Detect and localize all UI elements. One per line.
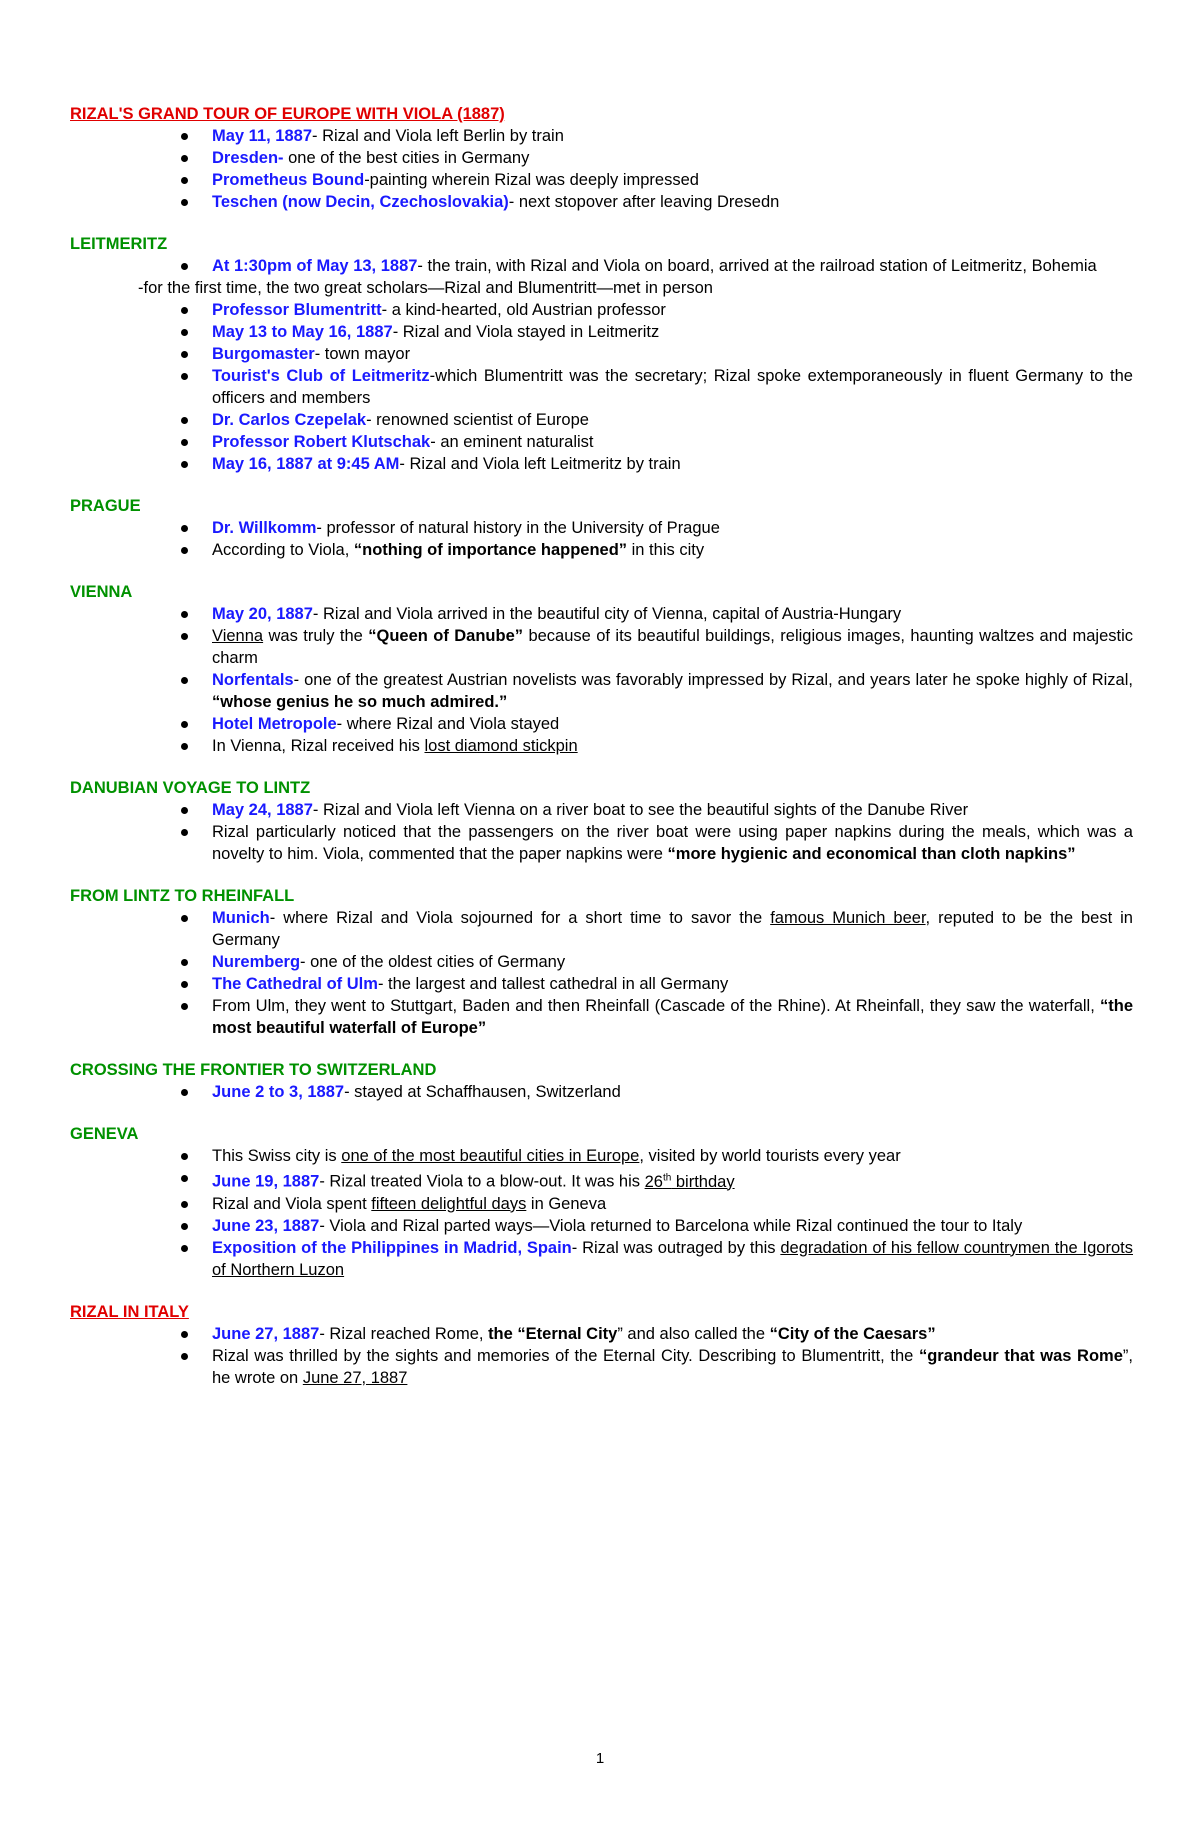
term: The Cathedral of Ulm <box>212 975 378 993</box>
description: -which Blumentritt was the secretary; Rizal spoke extemporaneously in fluent Germany to the officers and members <box>212 367 1133 407</box>
term: Tourist's Club of Leitmeritz <box>212 367 430 385</box>
term: June 19, 1887 <box>212 1172 320 1191</box>
description: , visited by world tourists every year <box>639 1147 901 1165</box>
description: - Viola and Rizal parted ways—Viola returned to Barcelona while Rizal continued the tour to Italy <box>319 1216 1023 1235</box>
heading-grand-tour: RIZAL'S GRAND TOUR OF EUROPE WITH VIOLA (1887) <box>70 105 505 123</box>
note-text: -for the first time, the two great scholars—Rizal and Blumentritt—met in person <box>138 279 713 297</box>
list-item <box>70 191 1133 213</box>
list-item <box>70 603 1133 625</box>
list-item <box>70 821 1133 865</box>
list-prague <box>70 517 1133 561</box>
term: May 16, 1887 at 9:45 AM <box>212 455 400 473</box>
list-item <box>70 365 1133 409</box>
term: June 27, 1887 <box>212 1324 320 1343</box>
list-item <box>70 453 1133 475</box>
description: in this city <box>627 541 705 559</box>
underlined-text: Vienna <box>212 627 264 645</box>
term: Dresden- <box>212 149 284 167</box>
list-item <box>70 517 1133 539</box>
description: in Geneva <box>526 1194 607 1213</box>
list-item <box>70 1081 1133 1103</box>
underlined-text: famous Munich beer <box>770 909 926 927</box>
description: - one of the greatest Austrian novelists was favorably impressed by Rizal, and years later he spoke highly of Rizal, <box>293 671 1133 689</box>
heading-geneva: GENEVA <box>70 1125 139 1143</box>
description: ” and also called the <box>617 1324 770 1343</box>
description: In Vienna, Rizal received his <box>212 737 425 755</box>
list-item <box>70 1237 1133 1281</box>
list-italy <box>70 1323 1133 1389</box>
description: - a kind-hearted, old Austrian professor <box>381 301 666 319</box>
list-item <box>70 1215 1133 1237</box>
description: - Rizal was outraged by this <box>571 1238 781 1257</box>
ordinal-suffix: th <box>662 1172 672 1183</box>
description: - Rizal treated Viola to a blow-out. It was his <box>319 1172 645 1191</box>
term: Munich <box>212 909 270 927</box>
term: Norfentals <box>212 671 294 689</box>
description: -painting wherein Rizal was deeply impressed <box>364 171 699 189</box>
description: - Rizal and Viola left Vienna on a river boat to see the beautiful sights of the Danube River <box>312 801 969 819</box>
list-item <box>70 299 1133 321</box>
underlined-text <box>645 1173 735 1191</box>
heading-lintz-rheinfall: FROM LINTZ TO RHEINFALL <box>70 887 295 905</box>
term: Professor Blumentritt <box>212 301 382 319</box>
quote: “Queen of Danube” <box>368 627 524 645</box>
list-lintz-rheinfall <box>70 907 1133 1039</box>
term: May 20, 1887 <box>212 605 313 623</box>
description: - renowned scientist of Europe <box>366 411 589 429</box>
term: May 24, 1887 <box>212 801 313 819</box>
heading-leitmeritz: LEITMERITZ <box>70 235 168 253</box>
term: Prometheus Bound <box>212 171 365 189</box>
list-leitmeritz-more <box>70 299 1133 475</box>
term: June 2 to 3, 1887 <box>212 1083 345 1101</box>
description: , reputed to be the best in Germany <box>212 909 1133 949</box>
list-item <box>70 1323 1133 1345</box>
description: - professor of natural history in the University of Prague <box>316 519 720 537</box>
term: May 11, 1887 <box>212 127 312 145</box>
description: - Rizal and Viola left Berlin by train <box>312 127 564 145</box>
list-item <box>70 431 1133 453</box>
heading-switzerland: CROSSING THE FRONTIER TO SWITZERLAND <box>70 1061 437 1079</box>
list-item <box>70 343 1133 365</box>
description: - stayed at Schaffhausen, Switzerland <box>344 1083 621 1101</box>
list-item <box>70 735 1133 757</box>
quote: “more hygienic and economical than cloth napkins” <box>667 845 1076 863</box>
list-item <box>70 973 1133 995</box>
description: - the largest and tallest cathedral in all Germany <box>377 975 729 993</box>
description: - Rizal and Viola left Leitmeritz by train <box>399 455 681 473</box>
description: - an eminent naturalist <box>430 433 594 451</box>
list-item <box>70 1167 1133 1193</box>
list-item <box>70 125 1133 147</box>
term: June 23, 1887 <box>212 1216 320 1235</box>
list-item <box>70 625 1133 669</box>
underlined-text: lost diamond stickpin <box>424 737 578 755</box>
underlined-word: birthday <box>671 1172 735 1191</box>
description: - Rizal reached Rome, <box>319 1324 489 1343</box>
document-page <box>70 103 1133 1389</box>
ordinal-number: 26 <box>644 1172 663 1191</box>
list-item <box>70 409 1133 431</box>
description: was truly the <box>263 627 369 645</box>
description: According to Viola, <box>212 541 354 559</box>
description: - Rizal and Viola arrived in the beautiful city of Vienna, capital of Austria-Hungary <box>312 605 902 623</box>
underlined-text: one of the most beautiful cities in Europe <box>341 1147 640 1165</box>
description: From Ulm, they went to Stuttgart, Baden and then Rheinfall (Cascade of the Rhine). At Rheinfall, they saw the waterfall, <box>212 997 1100 1015</box>
list-item <box>70 951 1133 973</box>
list-vienna <box>70 603 1133 757</box>
heading-vienna: VIENNA <box>70 583 133 601</box>
list-item <box>70 669 1133 713</box>
quote: “whose genius he so much admired.” <box>212 693 508 711</box>
term: Hotel Metropole <box>212 715 337 733</box>
description: This Swiss city is <box>212 1147 342 1165</box>
underlined-text: degradation of his fellow countrymen the Igorots of Northern Luzon <box>212 1238 1133 1279</box>
quote: “grandeur that was Rome <box>918 1346 1123 1365</box>
term: Dr. Carlos Czepelak <box>212 411 367 429</box>
term: Burgomaster <box>212 345 315 363</box>
list-item <box>70 1193 1133 1215</box>
list-item <box>70 713 1133 735</box>
term: Teschen (now Decin, Czechoslovakia) <box>212 193 509 211</box>
term: Dr. Willkomm <box>212 519 317 537</box>
underlined-text: June 27, 1887 <box>302 1368 408 1387</box>
list-item <box>70 147 1133 169</box>
heading-rizal-in-italy: RIZAL IN ITALY <box>70 1302 189 1321</box>
list-item <box>70 539 1133 561</box>
description: - town mayor <box>314 345 411 363</box>
description: Rizal particularly noticed that the passengers on the river boat were using paper napkins during the meals, which was a novelty to him. Viola, commented that the paper napkins were <box>212 823 1133 863</box>
quote: “nothing of importance happened” <box>353 541 628 559</box>
heading-danubian-voyage: DANUBIAN VOYAGE TO LINTZ <box>70 779 311 797</box>
description: - one of the oldest cities of Germany <box>300 953 566 971</box>
description: - where Rizal and Viola sojourned for a short time to savor the <box>269 909 771 927</box>
list-item <box>70 995 1133 1039</box>
list-item <box>70 321 1133 343</box>
list-danubian <box>70 799 1133 865</box>
description: ”, he wrote on <box>212 1346 1133 1387</box>
quote: “City of the Caesars” <box>769 1324 936 1343</box>
description: Rizal was thrilled by the sights and memories of the Eternal City. Describing to Blumentritt, the <box>212 1346 919 1365</box>
list-switzerland <box>70 1081 1133 1103</box>
description: - the train, with Rizal and Viola on board, arrived at the railroad station of Leitmeritz, Bohemia <box>417 257 1097 275</box>
underlined-text: fifteen delightful days <box>371 1194 527 1213</box>
list-item <box>70 169 1133 191</box>
term: Nuremberg <box>212 953 301 971</box>
list-leitmeritz <box>70 255 1133 277</box>
description: - next stopover after leaving Dresedn <box>508 193 780 211</box>
term: At 1:30pm of May 13, 1887 <box>212 257 418 275</box>
description: one of the best cities in Germany <box>283 149 530 167</box>
term: May 13 to May 16, 1887 <box>212 323 393 341</box>
page-number: 1 <box>595 1750 605 1767</box>
term: Exposition of the Philippines in Madrid, Spain <box>212 1238 572 1257</box>
description: - where Rizal and Viola stayed <box>336 715 560 733</box>
quote: the “Eternal City <box>488 1324 618 1343</box>
description: because of its beautiful buildings, religious images, haunting waltzes and majestic charm <box>212 627 1133 667</box>
term: Professor Robert Klutschak <box>212 433 431 451</box>
list-geneva <box>70 1145 1133 1281</box>
list-grand-tour <box>70 125 1133 213</box>
heading-prague: PRAGUE <box>70 497 141 515</box>
list-item <box>70 1345 1133 1389</box>
description: Rizal and Viola spent <box>212 1194 372 1213</box>
list-item <box>70 907 1133 951</box>
list-item <box>70 255 1133 277</box>
list-item <box>70 799 1133 821</box>
quote: “the most beautiful waterfall of Europe” <box>212 997 1133 1037</box>
list-item <box>70 1145 1133 1167</box>
description: - Rizal and Viola stayed in Leitmeritz <box>392 323 660 341</box>
